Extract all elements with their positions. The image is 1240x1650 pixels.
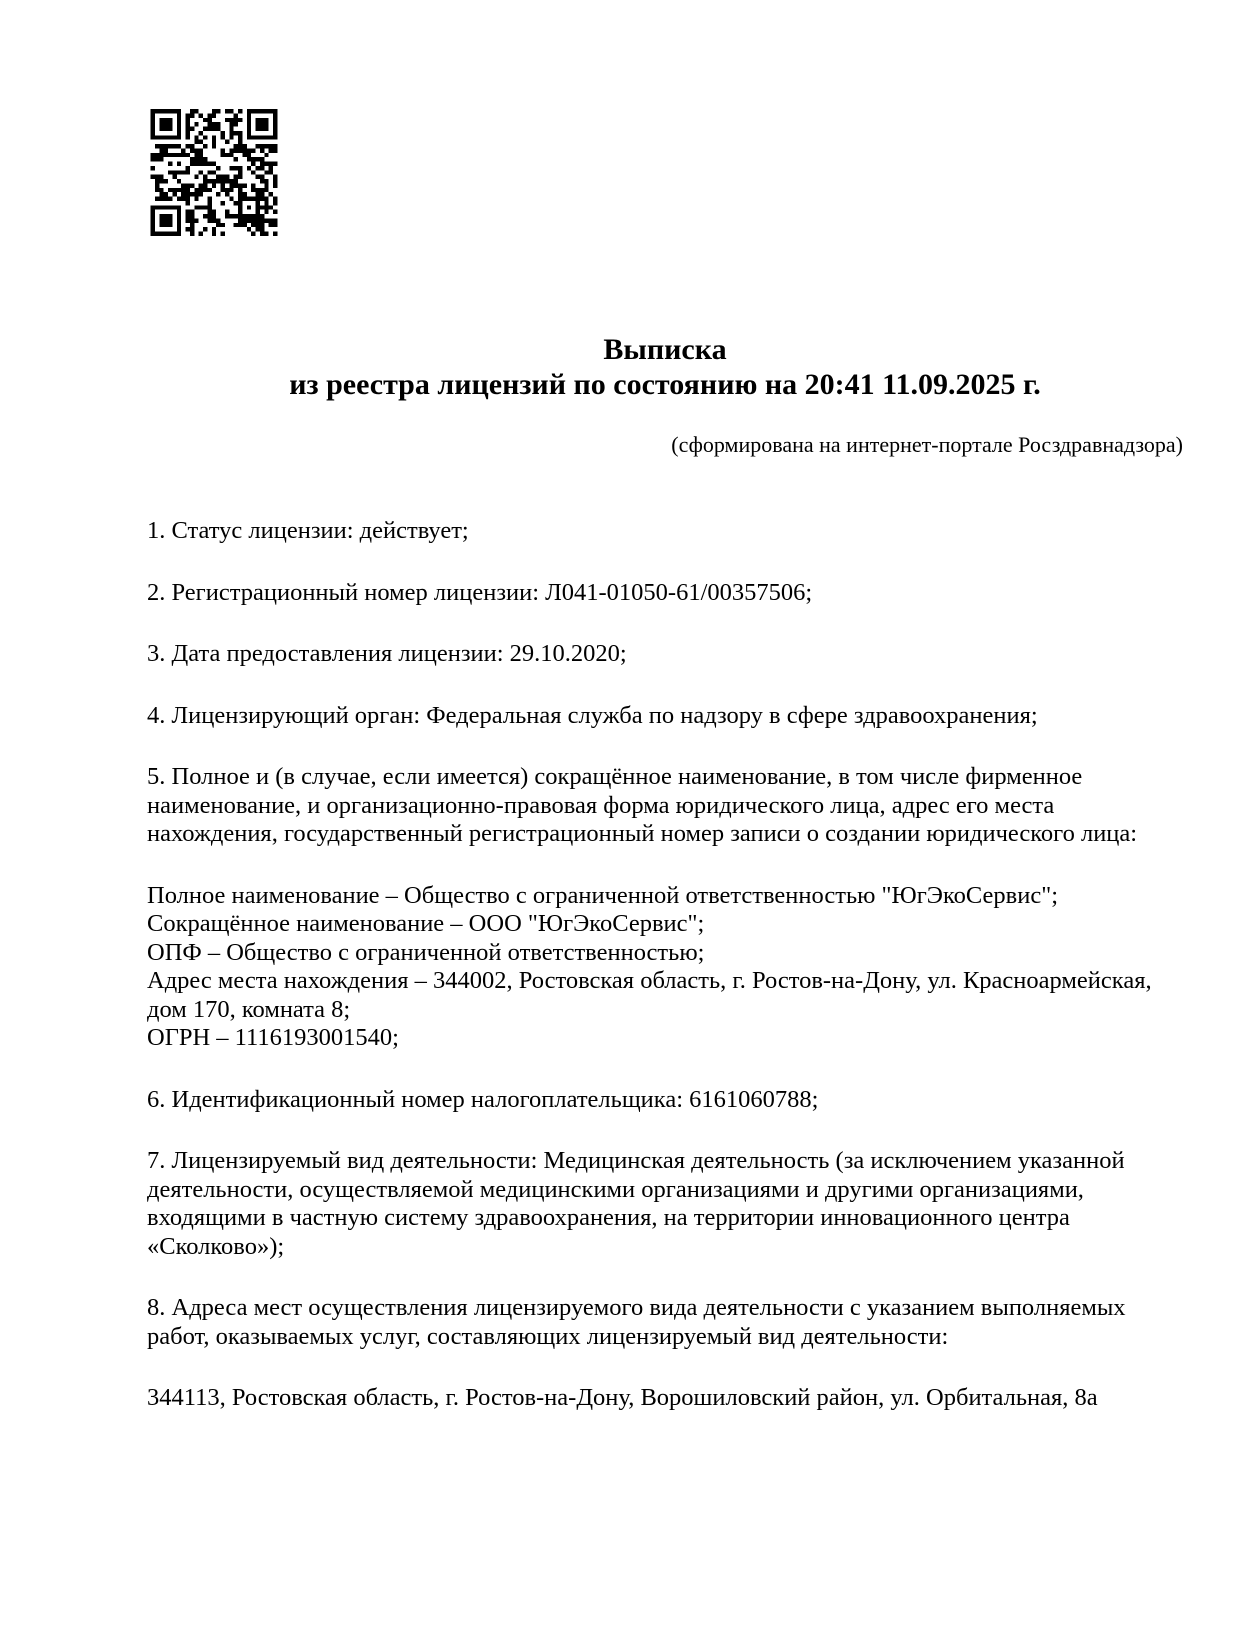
text-line: 6. Идентификационный номер налогоплательщика: 6161060788;: [147, 1085, 819, 1113]
text-line: деятельности, осуществляемой медицинскими организациями и другими организациями,: [147, 1175, 1084, 1203]
activity-address: [147, 1384, 1207, 1413]
text-line: наименование, и организационно-правовая форма юридического лица, адрес его места: [147, 791, 1055, 819]
text-line: ОПФ – Общество с ограниченной ответственностью;: [147, 938, 705, 966]
text-line: дом 170, комната 8;: [147, 995, 351, 1023]
document-title: [147, 332, 1183, 402]
text-line: 8. Адреса мест осуществления лицензируемого вида деятельности с указанием выполняемых: [147, 1294, 1126, 1321]
item-8-activity-addresses-heading: [147, 1294, 1207, 1351]
entity-details: [147, 882, 1207, 1053]
text-line: ОГРН – 1116193001540;: [147, 1024, 399, 1051]
text-line: 1. Статус лицензии: действует;: [147, 517, 469, 544]
text-line: 4. Лицензирующий орган: Федеральная служба по надзору в сфере здравоохранения;: [147, 701, 1038, 729]
document-body: [147, 517, 1207, 1413]
text-line: входящими в частную систему здравоохранения, на территории инновационного центра: [147, 1204, 1070, 1231]
text-line: 344113, Ростовская область, г. Ростов-на-Дону, Ворошиловский район, ул. Орбитальная, 8а: [147, 1384, 1098, 1411]
title-line-1: Выписка: [603, 333, 727, 366]
title-line-2: из реестра лицензий по состоянию на 20:41 11.09.2025 г.: [289, 368, 1041, 401]
item-7-licensed-activity: [147, 1147, 1207, 1261]
item-6-taxpayer-number: [147, 1086, 1207, 1115]
text-line: 2. Регистрационный номер лицензии: Л041-01050-61/00357506;: [147, 578, 813, 606]
text-line: 7. Лицензируемый вид деятельности: Медицинская деятельность (за исключением указанной: [147, 1147, 1125, 1174]
qr-code-icon: [150, 109, 278, 236]
item-4-licensing-authority: [147, 702, 1207, 731]
text-line: Сокращённое наименование – ООО "ЮгЭкоСервис";: [147, 910, 705, 937]
text-line: работ, оказываемых услуг, составляющих лицензируемый вид деятельности:: [147, 1322, 949, 1350]
text-line: «Сколково»);: [147, 1232, 285, 1260]
text-line: Адрес места нахождения – 344002, Ростовская область, г. Ростов-на-Дону, ул. Красноармейская,: [147, 967, 1152, 994]
text-line: нахождения, государственный регистрационный номер записи о создании юридического лица:: [147, 820, 1138, 847]
text-line: Полное наименование – Общество с ограниченной ответственностью "ЮгЭкоСервис";: [147, 881, 1058, 909]
item-2-registration-number: [147, 579, 1207, 608]
item-5-entity-naming-heading: [147, 763, 1207, 849]
text-line: 3. Дата предоставления лицензии: 29.10.2020;: [147, 640, 627, 667]
item-3-license-grant-date: [147, 640, 1207, 669]
text-line: 5. Полное и (в случае, если имеется) сокращённое наименование, в том числе фирменное: [147, 763, 1083, 790]
item-1-license-status: [147, 517, 1207, 546]
document-subtitle: (сформирована на интернет-портале Росздравнадзора): [671, 432, 1183, 457]
